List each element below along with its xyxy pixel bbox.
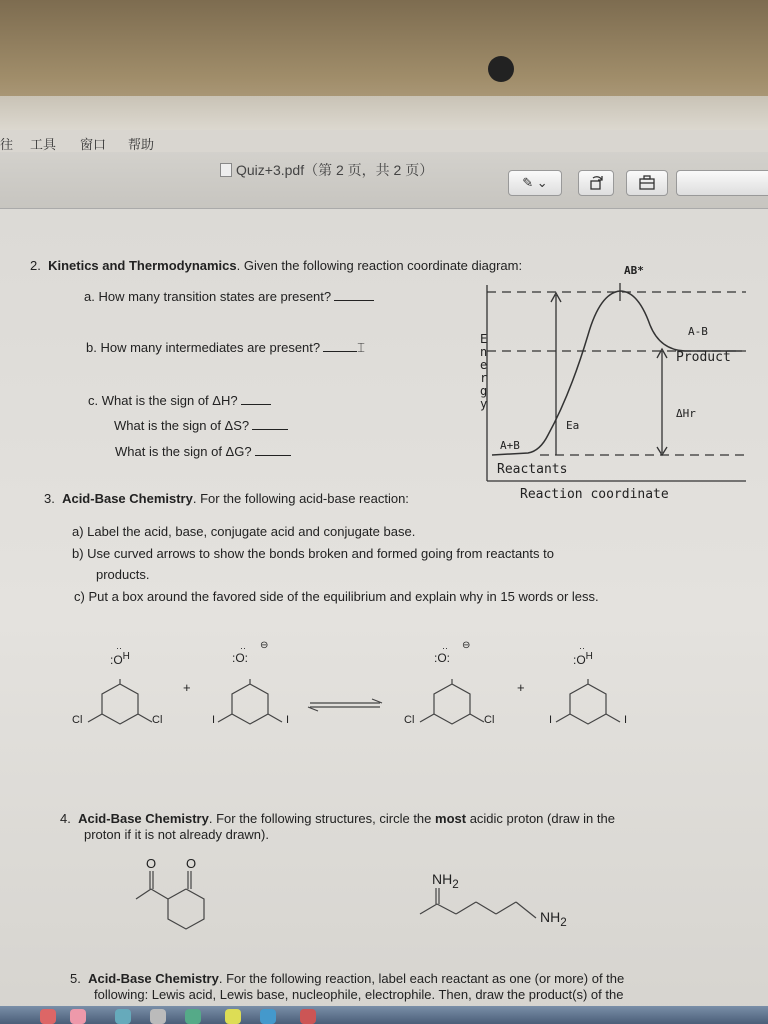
q2b: b. How many intermediates are present? ⌶ [86,340,365,355]
pdf-page [0,209,768,1024]
acid-base-reaction-scheme [60,679,680,739]
bezel-edge [0,96,768,130]
charge-2: ⊖ [462,640,471,651]
charge-1: ⊖ [260,640,269,651]
diketone-structure [130,859,240,939]
window-titlebar [0,152,768,209]
menu-bar [0,130,768,152]
dock-app-icon[interactable] [185,1009,201,1024]
cl-label-4: Cl [484,714,495,726]
cl-label-3: Cl [404,714,415,726]
q2c-ds: What is the sign of ΔS? [114,418,288,433]
lone-pair-2: ·· [240,643,246,653]
q2c-dg: What is the sign of ΔG? [115,444,291,459]
q2c-dh: c. What is the sign of ΔH? [88,393,271,408]
oh-reactant: $:O^H$ [110,651,130,667]
o-label-1: O [146,856,157,871]
energy-curve [492,291,742,455]
ring-phenol-diiodo [570,679,606,724]
menu-item-window[interactable]: 窗口 [80,137,107,152]
q3b-cont: products. [96,567,150,582]
q3a: a) Label the acid, base, conjugate acid and conjugate base. [72,524,416,539]
lone-pair-4: ·· [579,643,585,653]
menu-item-help[interactable]: 帮助 [128,137,155,152]
toolbox-icon [637,174,657,192]
plus-sign-2: + [517,680,525,695]
cl-label-2: Cl [152,714,163,726]
menu-item-go[interactable]: 往 [0,137,14,152]
i-label-1: I [212,714,216,726]
ring-phenoxide-diiodo [232,679,268,724]
cl-label-1: Cl [72,714,83,726]
q5-line2: following: Lewis acid, Lewis base, nucleophile, electrophile. Then, draw the product(s) of the [94,987,624,1002]
o-label-2: O [186,856,197,871]
dock-app-icon[interactable] [260,1009,276,1024]
lone-pair-1: ·· [116,643,122,653]
dock-app-icon[interactable] [70,1009,86,1024]
nh2-label-1: $NH_2$ [432,871,459,891]
energy-axis-label: Energy [480,332,488,411]
q3b: b) Use curved arrows to show the bonds broken and formed going from reactants to [72,546,554,561]
dock-app-icon[interactable] [115,1009,131,1024]
dock-app-icon[interactable] [40,1009,56,1024]
q2-header: 2. Kinetics and Thermodynamics. Given the following reaction coordinate diagram: [30,258,523,273]
ts-label: AB* [624,264,644,277]
i-label-3: I [549,714,553,726]
menu-item-tools[interactable]: 工具 [30,137,57,152]
q2a: a. How many transition states are present? [84,289,374,304]
lone-pair-3: ·· [442,643,448,653]
product-species-label: A-B [688,325,708,338]
o-minus-product: :O: [434,651,451,665]
diamine-structure [410,884,560,934]
rotate-icon [587,174,605,192]
q4-header: 4. Acid-Base Chemistry. For the following structures, circle the most acidic proton (draw in the [60,811,615,826]
oh-product: $:O^H$ [573,651,593,667]
ring-phenol-dichloro [102,679,138,724]
camera-icon [488,56,514,82]
window-title: Quiz+3.pdf（第 2 页，共 2 页） [220,160,433,180]
q3-header: 3. Acid-Base Chemistry. For the following acid-base reaction: [44,491,409,506]
plus-sign-1: + [183,680,191,695]
q3c: c) Put a box around the favored side of the equilibrium and explain why in 15 words or less. [74,589,599,604]
rotate-button[interactable] [578,170,614,196]
pdf-file-icon [220,163,232,177]
i-label-4: I [624,714,628,726]
search-field[interactable] [676,170,768,196]
dock-app-icon[interactable] [150,1009,166,1024]
dhr-label: ΔHr [676,407,696,420]
dock [0,1006,768,1024]
reaction-axis-label: Reaction coordinate [520,487,669,502]
reactants-label: Reactants [497,462,568,477]
reactant-species-label: A+B [500,439,520,452]
markup-pen-button[interactable]: ✎ ⌄ [508,170,562,196]
q5-header: 5. Acid-Base Chemistry. For the following reaction, label each reactant as one (or more) of the [70,971,625,986]
ea-label: Ea [566,419,580,432]
o-minus-reactant: :O: [232,651,249,665]
i-label-2: I [286,714,290,726]
dock-app-icon[interactable] [225,1009,241,1024]
nh2-label-2: $NH_2$ [540,909,567,929]
product-label: Product [676,350,731,365]
ring-phenoxide-dichloro [434,679,470,724]
dock-app-icon[interactable] [300,1009,316,1024]
q4-line2: proton if it is not already drawn). [84,827,269,842]
toolbox-button[interactable] [626,170,668,196]
